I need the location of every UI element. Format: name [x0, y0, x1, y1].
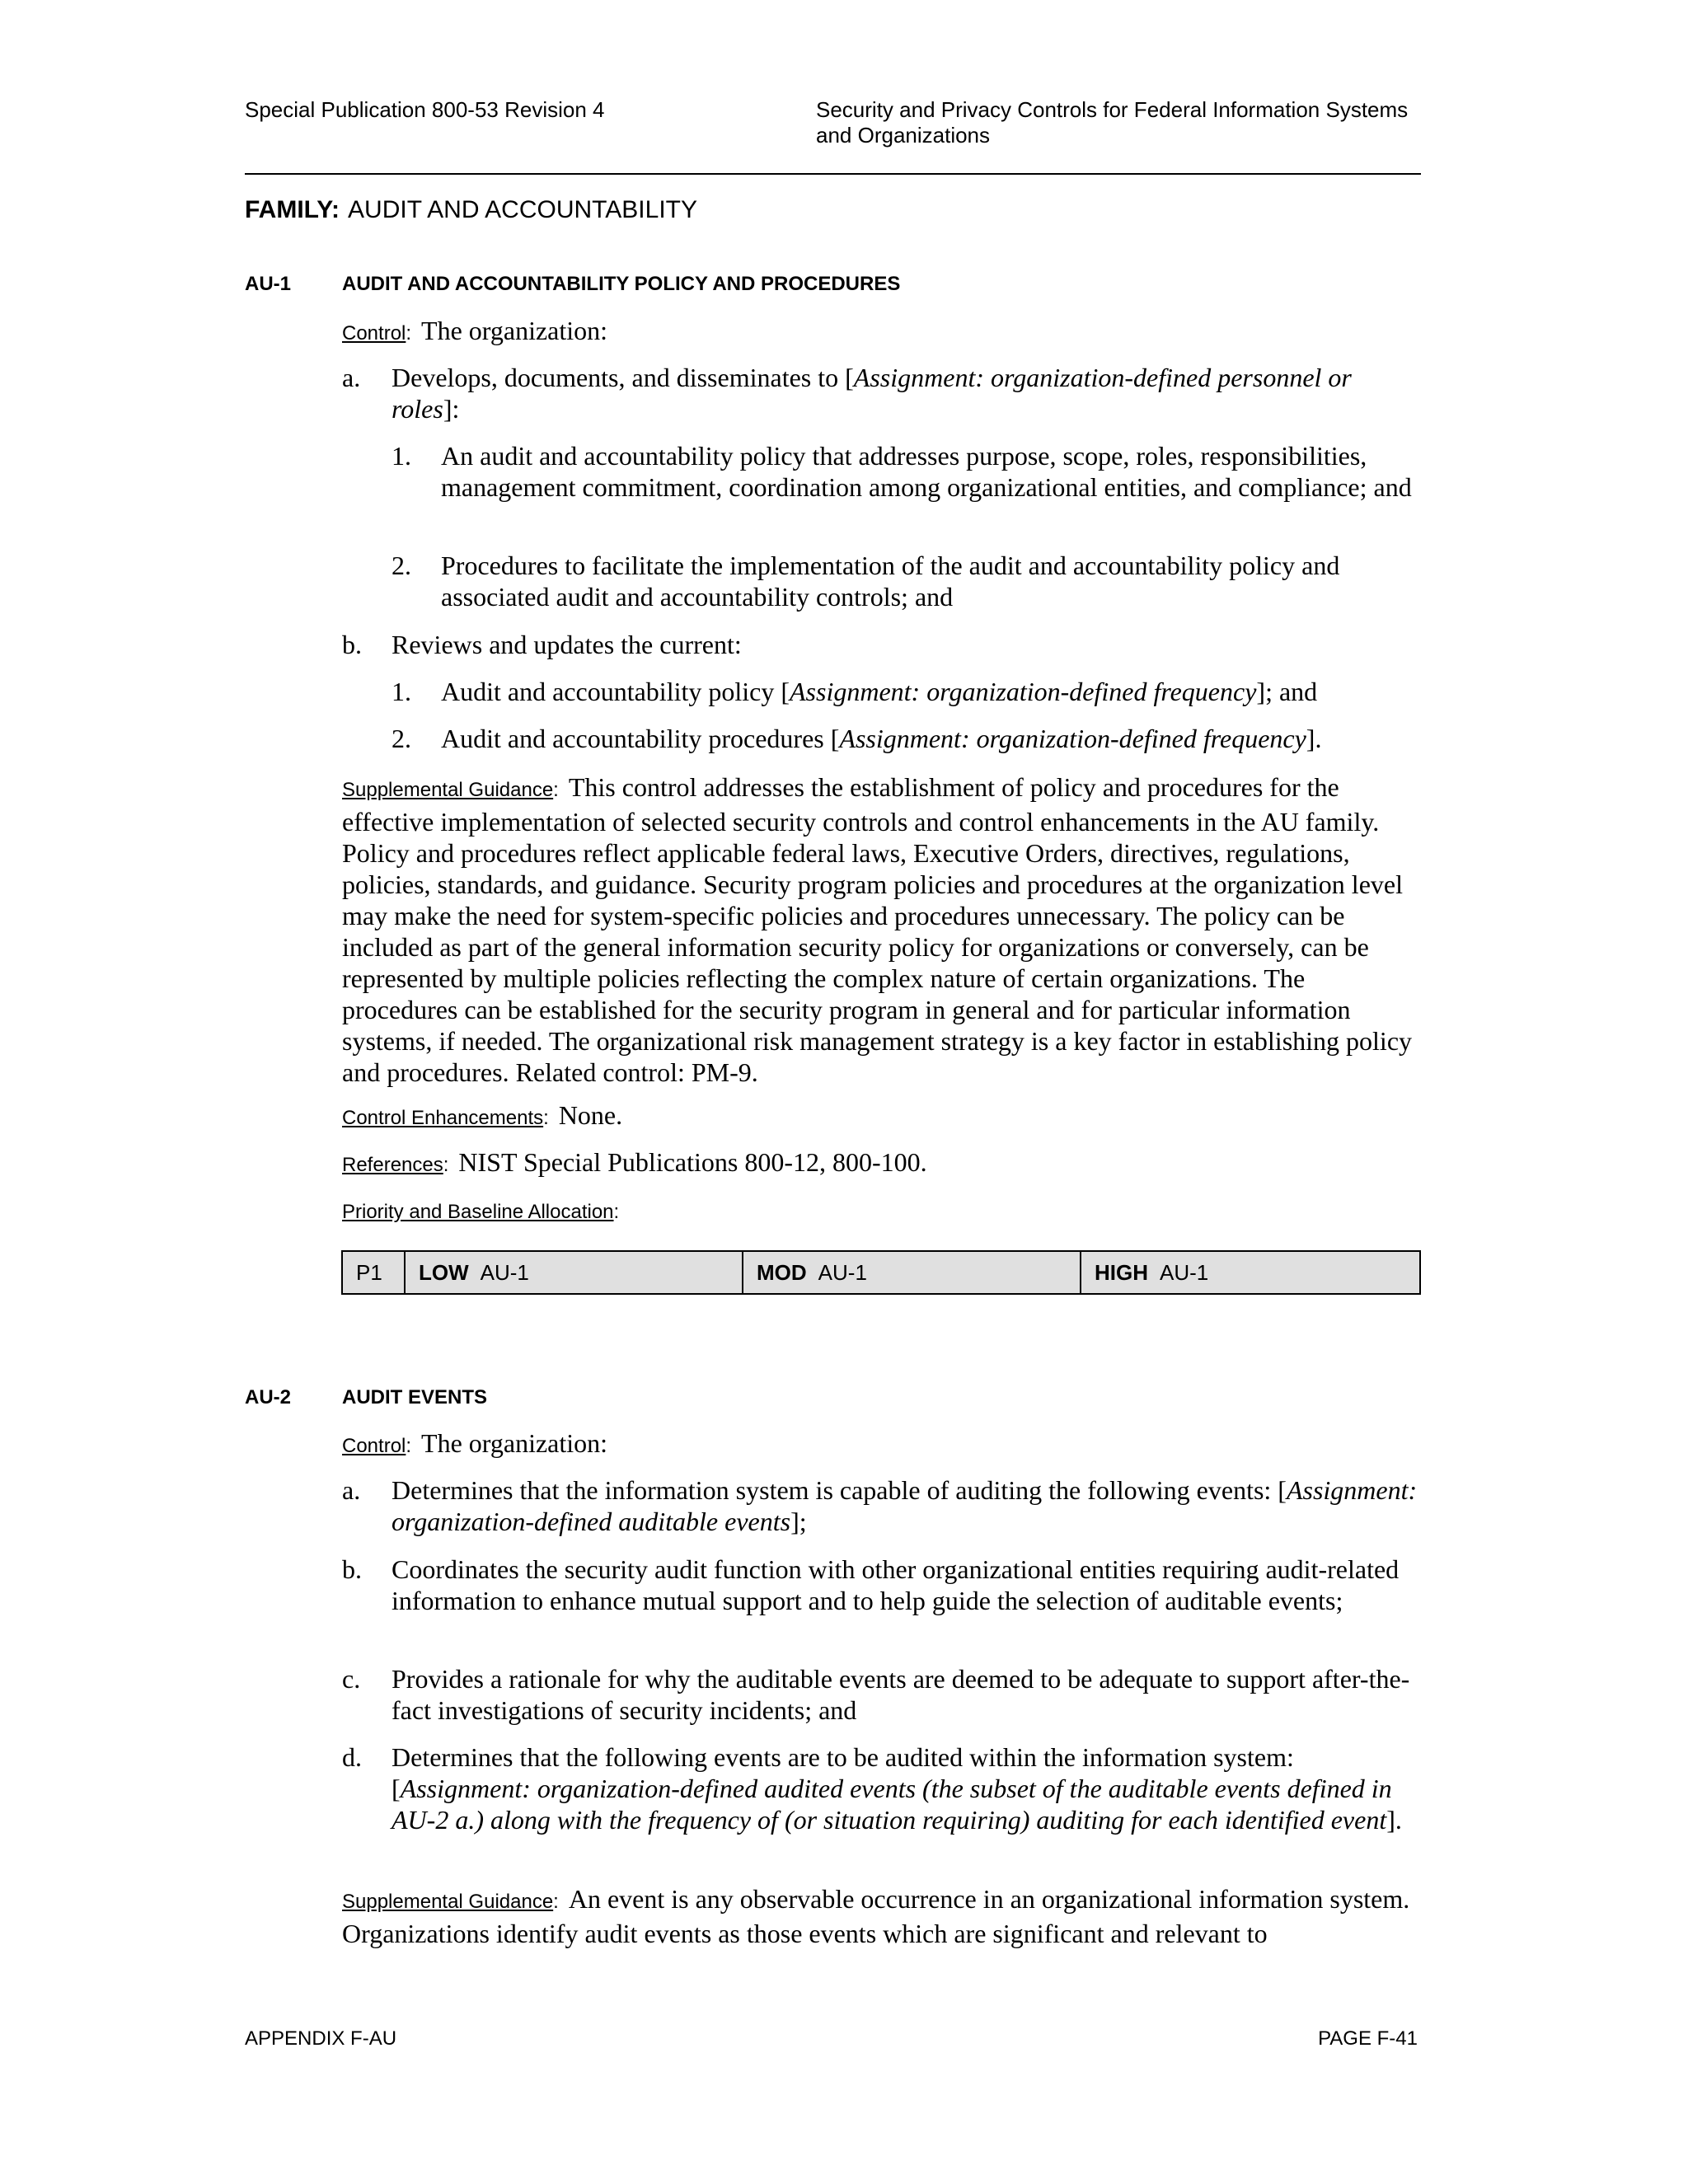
- au1-item-b1-text-end: ]; and: [1256, 677, 1318, 706]
- au2-item-b-text: Coordinates the security audit function with other organizational entities requiring audit-related information to enhance mutual support and to help guide the selection of auditable events;: [392, 1554, 1400, 1615]
- au1-item-a-text-end: ]:: [443, 394, 460, 424]
- au1-item-a-assignment: Assignment: organization-defined personnel or roles: [392, 363, 1352, 424]
- au2-title: AUDIT EVENTS: [342, 1386, 488, 1408]
- au1-item-b: [342, 629, 1426, 660]
- au1-control-text: The organization:: [421, 316, 608, 345]
- au1-item-b1: [392, 676, 1426, 707]
- au1-item-b2: [392, 723, 1426, 754]
- au1-item-b1-assignment: Assignment: organization-defined frequency: [790, 677, 1257, 706]
- au1-priority-allocation-heading: Priority and Baseline Allocation:: [342, 1201, 620, 1223]
- au1-item-b-marker: b.: [342, 630, 362, 659]
- au2-control-label: Control: [342, 1435, 406, 1457]
- au2-guidance-label: Supplemental Guidance: [342, 1891, 554, 1913]
- au1-guidance-text: This control addresses the establishment of policy and procedures for the effective implementation of selected security controls and control enhancements in the AU family. Policy and procedures reflect applicable federal laws, Executive Orders, directives, regulations, policies, standards, and guidance. Security program policies and procedures at the organization level may make the need for system-specific policies and procedures unnecessary. The policy can be included as part of the general information security policy for organizations or conversely, can be represented by multiple policies reflecting the complex nature of certain organizations. The procedures can be established for the security program in general and for particular information systems, if needed. The organizational risk management strategy is a key factor in establishing policy and procedures. Related control: PM-9.: [342, 772, 1413, 1087]
- au2-item-b: [342, 1554, 1426, 1647]
- au1-item-a1-text: An audit and accountability policy that addresses purpose, scope, roles, responsibilities, management commitment, coordination among organizational entities, and compliance; and: [441, 441, 1412, 502]
- au2-item-a-assignment: Assignment: organization-defined auditable events: [392, 1475, 1418, 1536]
- au1-control-enhancements: Control Enhancements: None.: [342, 1100, 623, 1130]
- running-header-right-line1: Security and Privacy Controls for Federal Information Systems: [816, 97, 1409, 122]
- au1-item-a2-text: Procedures to facilitate the implementation of the audit and accountability policy and associated audit and accountability controls; and: [441, 551, 1340, 612]
- au2-item-d: [342, 1741, 1426, 1867]
- au1-id: AU-1: [245, 273, 292, 295]
- au1-enhancements-text: None.: [558, 1100, 623, 1130]
- au2-item-d-text-end: ].: [1386, 1805, 1402, 1835]
- au2-item-c-text: Provides a rationale for why the auditable events are deemed to be adequate to support after-the-fact investigations of security incidents; and: [392, 1664, 1410, 1725]
- au1-item-a1: [392, 440, 1426, 534]
- au2-item-a: [342, 1474, 1426, 1537]
- au1-enhancements-label: Control Enhancements: [342, 1107, 544, 1129]
- allocation-low-cell: [404, 1252, 742, 1293]
- au1-references-text: NIST Special Publications 800-12, 800-100.: [458, 1147, 927, 1177]
- footer-page-number: PAGE F-41: [1318, 2027, 1418, 2050]
- allocation-high-value: AU-1: [1160, 1260, 1209, 1285]
- au1-item-b1-marker: 1.: [392, 677, 411, 706]
- au1-item-b2-text-end: ].: [1306, 724, 1322, 753]
- au2-id: AU-2: [245, 1386, 292, 1408]
- au1-references-label: References: [342, 1154, 443, 1176]
- au2-item-a-text-end: ];: [790, 1507, 807, 1536]
- au1-item-b1-text: Audit and accountability policy [: [441, 677, 790, 706]
- au2-supplemental-guidance: Supplemental Guidance: An event is any observable occurrence in an organizational information system. Organizations identify audit events as those events which are significant and relevant to: [342, 1884, 1410, 1948]
- au1-guidance-label: Supplemental Guidance: [342, 779, 554, 801]
- allocation-low-value: AU-1: [480, 1260, 529, 1285]
- au1-item-b-text: Reviews and updates the current:: [392, 630, 742, 659]
- au2-control-text: The organization:: [421, 1428, 608, 1458]
- allocation-priority-cell: P1: [356, 1260, 382, 1285]
- allocation-low-label: LOW: [419, 1260, 469, 1285]
- running-header-left: Special Publication 800-53 Revision 4: [245, 97, 605, 122]
- au2-item-a-text: Determines that the information system is capable of auditing the following events: [: [392, 1475, 1287, 1505]
- au1-control: Control: The organization:: [342, 316, 608, 345]
- au1-priority-label: Priority and Baseline Allocation: [342, 1201, 614, 1223]
- au1-item-b2-text: Audit and accountability procedures [: [441, 724, 840, 753]
- allocation-mod-label: MOD: [757, 1260, 807, 1285]
- au2-guidance-text: An event is any observable occurrence in an organizational information system. Organizations identify audit events as those events which are significant and relevant to: [342, 1884, 1410, 1948]
- au1-item-a-text: Develops, documents, and disseminates to [: [392, 363, 854, 392]
- allocation-mod-cell: [742, 1252, 1080, 1293]
- au2-item-a-marker: a.: [342, 1475, 361, 1505]
- allocation-mod-value: AU-1: [818, 1260, 867, 1285]
- au1-control-label: Control: [342, 322, 406, 344]
- allocation-high-cell: [1080, 1252, 1419, 1293]
- au1-references: References: NIST Special Publications 800-12, 800-100.: [342, 1147, 927, 1177]
- au1-supplemental-guidance: Supplemental Guidance: This control addresses the establishment of policy and procedures for the effective implementation of selected security controls and control enhancements in the AU family. Policy and procedures reflect applicable federal laws, Executive Orders, directives, regulations, policies, standards, and guidance. Security program policies and procedures at the organization level may make the need for system-specific policies and procedures unnecessary. The policy can be included as part of the general information security policy for organizations or conversely, can be represented by multiple policies reflecting the complex nature of certain organizations. The procedures can be established for the security program in general and for particular information systems, if needed. The organizational risk management strategy is a key factor in establishing policy and procedures. Related control: PM-9.: [342, 772, 1413, 1087]
- au1-baseline-allocation-table: [341, 1250, 1421, 1295]
- au1-item-a2: [392, 550, 1426, 612]
- au1-title: AUDIT AND ACCOUNTABILITY POLICY AND PROCEDURES: [342, 273, 901, 295]
- au2-item-d-marker: d.: [342, 1742, 362, 1772]
- au1-item-a1-marker: 1.: [392, 441, 411, 471]
- au1-item-a2-marker: 2.: [392, 551, 411, 580]
- au1-item-a: [342, 362, 1426, 424]
- au1-item-a-marker: a.: [342, 363, 361, 392]
- au2-item-b-marker: b.: [342, 1554, 362, 1584]
- running-header-right: [816, 97, 1434, 148]
- au2-control: Control: The organization:: [342, 1428, 608, 1458]
- header-rule: [245, 173, 1421, 175]
- allocation-high-label: HIGH: [1095, 1260, 1148, 1285]
- au1-item-b2-marker: 2.: [392, 724, 411, 753]
- family-name: AUDIT AND ACCOUNTABILITY: [348, 196, 697, 223]
- running-header-right-line2: and Organizations: [816, 123, 991, 148]
- au2-item-c: [342, 1663, 1426, 1726]
- footer-appendix: APPENDIX F-AU: [245, 2027, 397, 2050]
- au1-item-b2-assignment: Assignment: organization-defined frequency: [839, 724, 1306, 753]
- family-heading: [245, 195, 697, 225]
- family-label: FAMILY:: [245, 196, 340, 223]
- au2-item-d-assignment: Assignment: organization-defined audited events (the subset of the auditable events defined in AU-2 a.) along with the frequency of (or situation requiring) auditing for each identified event: [392, 1774, 1392, 1835]
- au2-item-c-marker: c.: [342, 1664, 361, 1694]
- au2-item-d-text: Determines that the following events are to be audited within the information system: [: [392, 1742, 1294, 1803]
